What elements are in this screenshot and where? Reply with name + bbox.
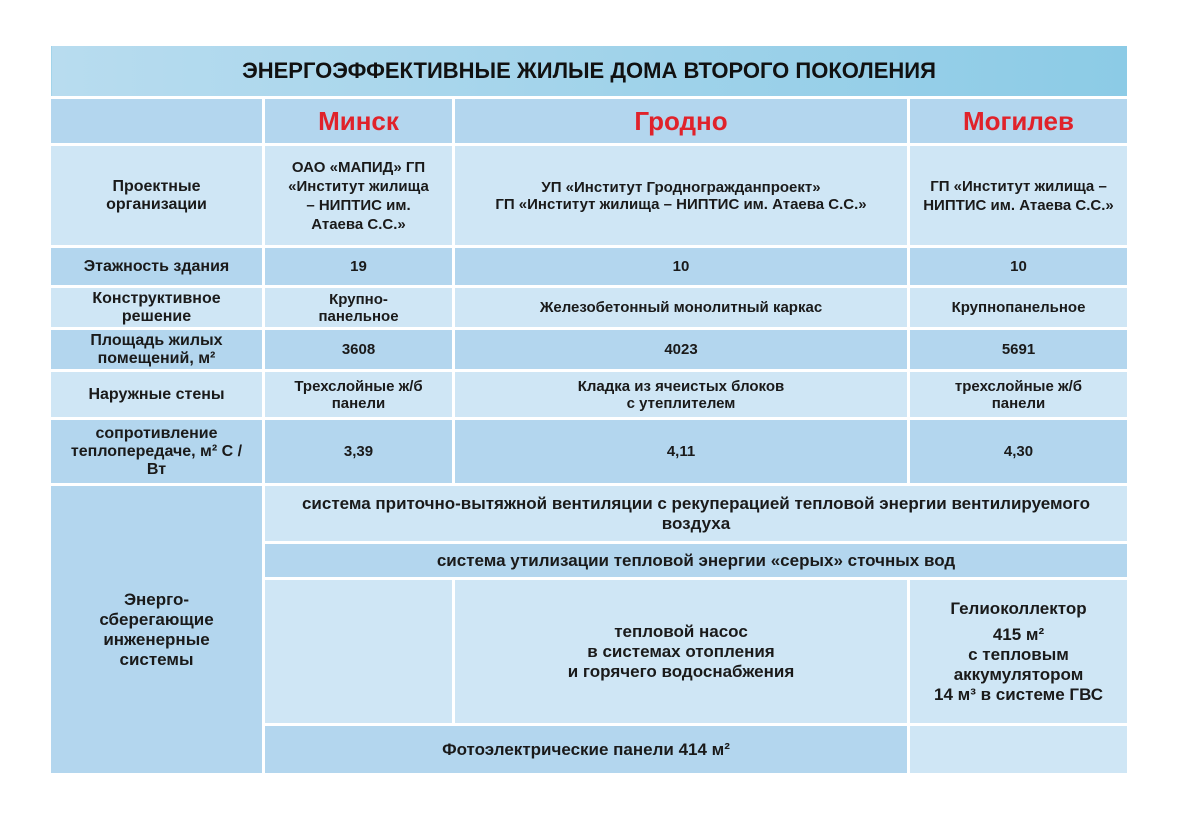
row-label-energy-systems bbox=[50, 485, 264, 775]
design-minsk bbox=[264, 145, 454, 247]
walls-mogilev bbox=[909, 371, 1129, 419]
energy-houses-table bbox=[48, 46, 1130, 776]
design-mogilev-text: ГП «Институт жилища – НИПТИС им. Атаева С.С.» bbox=[923, 177, 1114, 214]
row-label-resistance bbox=[50, 419, 264, 485]
walls-grodno-line2: с утеплителем bbox=[626, 394, 736, 412]
area-label-text: Площадь жилых помещений, м² bbox=[90, 331, 223, 367]
city-grodno: Гродно bbox=[454, 98, 909, 145]
construction-minsk-text: Крупно-панельное bbox=[318, 290, 399, 325]
energy-label-text: Энерго-сберегающие инженерные системы bbox=[99, 589, 214, 669]
walls-mogilev-text: трехслойные ж/б панели bbox=[954, 377, 1083, 412]
walls-minsk bbox=[264, 371, 454, 419]
city-minsk: Минск bbox=[264, 98, 454, 145]
row-label-area bbox=[50, 329, 264, 371]
design-minsk-text: ОАО «МАПИД» ГП «Институт жилища – НИПТИС им. Атаева С.С.» bbox=[288, 158, 429, 233]
walls-grodno bbox=[454, 371, 909, 419]
city-mogilev: Могилев bbox=[909, 98, 1129, 145]
construction-mogilev: Крупнопанельное bbox=[909, 287, 1129, 329]
row-label-construction bbox=[50, 287, 264, 329]
row-label-walls: Наружные стены bbox=[50, 371, 264, 419]
heat-pump-line1: тепловой насос bbox=[614, 621, 748, 641]
row-label-floors: Этажность здания bbox=[50, 247, 264, 287]
solar-desc-line3: 14 м³ в системе ГВС bbox=[934, 684, 1103, 704]
design-grodno-line2: ГП «Институт жилища – НИПТИС им. Атаева С.С.» bbox=[495, 195, 867, 213]
greywater-system: система утилизации тепловой энергии «серых» сточных вод bbox=[264, 543, 1129, 579]
resistance-minsk: 3,39 bbox=[264, 419, 454, 485]
energy-table-container bbox=[48, 46, 1127, 776]
row-label-design bbox=[50, 145, 264, 247]
resistance-mogilev: 4,30 bbox=[909, 419, 1129, 485]
walls-grodno-line1: Кладка из ячеистых блоков bbox=[577, 377, 785, 395]
design-grodno-line1: УП «Институт Гродногражданпроект» bbox=[541, 178, 821, 196]
heatpump-minsk-empty bbox=[264, 579, 454, 725]
floors-grodno: 10 bbox=[454, 247, 909, 287]
design-label-text: Проектные организации bbox=[106, 177, 207, 213]
area-mogilev: 5691 bbox=[909, 329, 1129, 371]
floors-mogilev: 10 bbox=[909, 247, 1129, 287]
construction-label-text: Конструктивное решение bbox=[92, 289, 221, 325]
walls-minsk-text: Трехслойные ж/б панели bbox=[294, 377, 423, 412]
design-mogilev bbox=[909, 145, 1129, 247]
solar-desc-line2: аккумулятором bbox=[953, 664, 1084, 684]
photovoltaic-panels: Фотоэлектрические панели 414 м² bbox=[264, 725, 909, 775]
ventilation-text: система приточно-вытяжной вентиляции с рекуперацией тепловой энергии вентилируемого воздуха bbox=[301, 493, 1091, 533]
heat-pump-line3: и горячего водоснабжения bbox=[567, 661, 795, 681]
resistance-label-text: сопротивление теплопередаче, м² С /Вт bbox=[70, 424, 243, 478]
pv-mogilev-empty bbox=[909, 725, 1129, 775]
header-empty-cell bbox=[50, 98, 264, 145]
area-grodno: 4023 bbox=[454, 329, 909, 371]
solar-desc-line1: с тепловым bbox=[968, 644, 1069, 664]
heat-pump-line2: в системах отопления bbox=[587, 641, 775, 661]
ventilation-system bbox=[264, 485, 1129, 543]
solar-area: 415 м² bbox=[992, 624, 1045, 644]
construction-minsk bbox=[264, 287, 454, 329]
area-minsk: 3608 bbox=[264, 329, 454, 371]
floors-minsk: 19 bbox=[264, 247, 454, 287]
resistance-grodno: 4,11 bbox=[454, 419, 909, 485]
construction-grodno: Железобетонный монолитный каркас bbox=[454, 287, 909, 329]
solar-title: Гелиоколлектор bbox=[950, 598, 1087, 618]
heat-pump-cell bbox=[454, 579, 909, 725]
design-grodno bbox=[454, 145, 909, 247]
table-title: ЭНЕРГОЭФФЕКТИВНЫЕ ЖИЛЫЕ ДОМА ВТОРОГО ПОКОЛЕНИЯ bbox=[50, 46, 1129, 98]
solar-collector-cell bbox=[909, 579, 1129, 725]
